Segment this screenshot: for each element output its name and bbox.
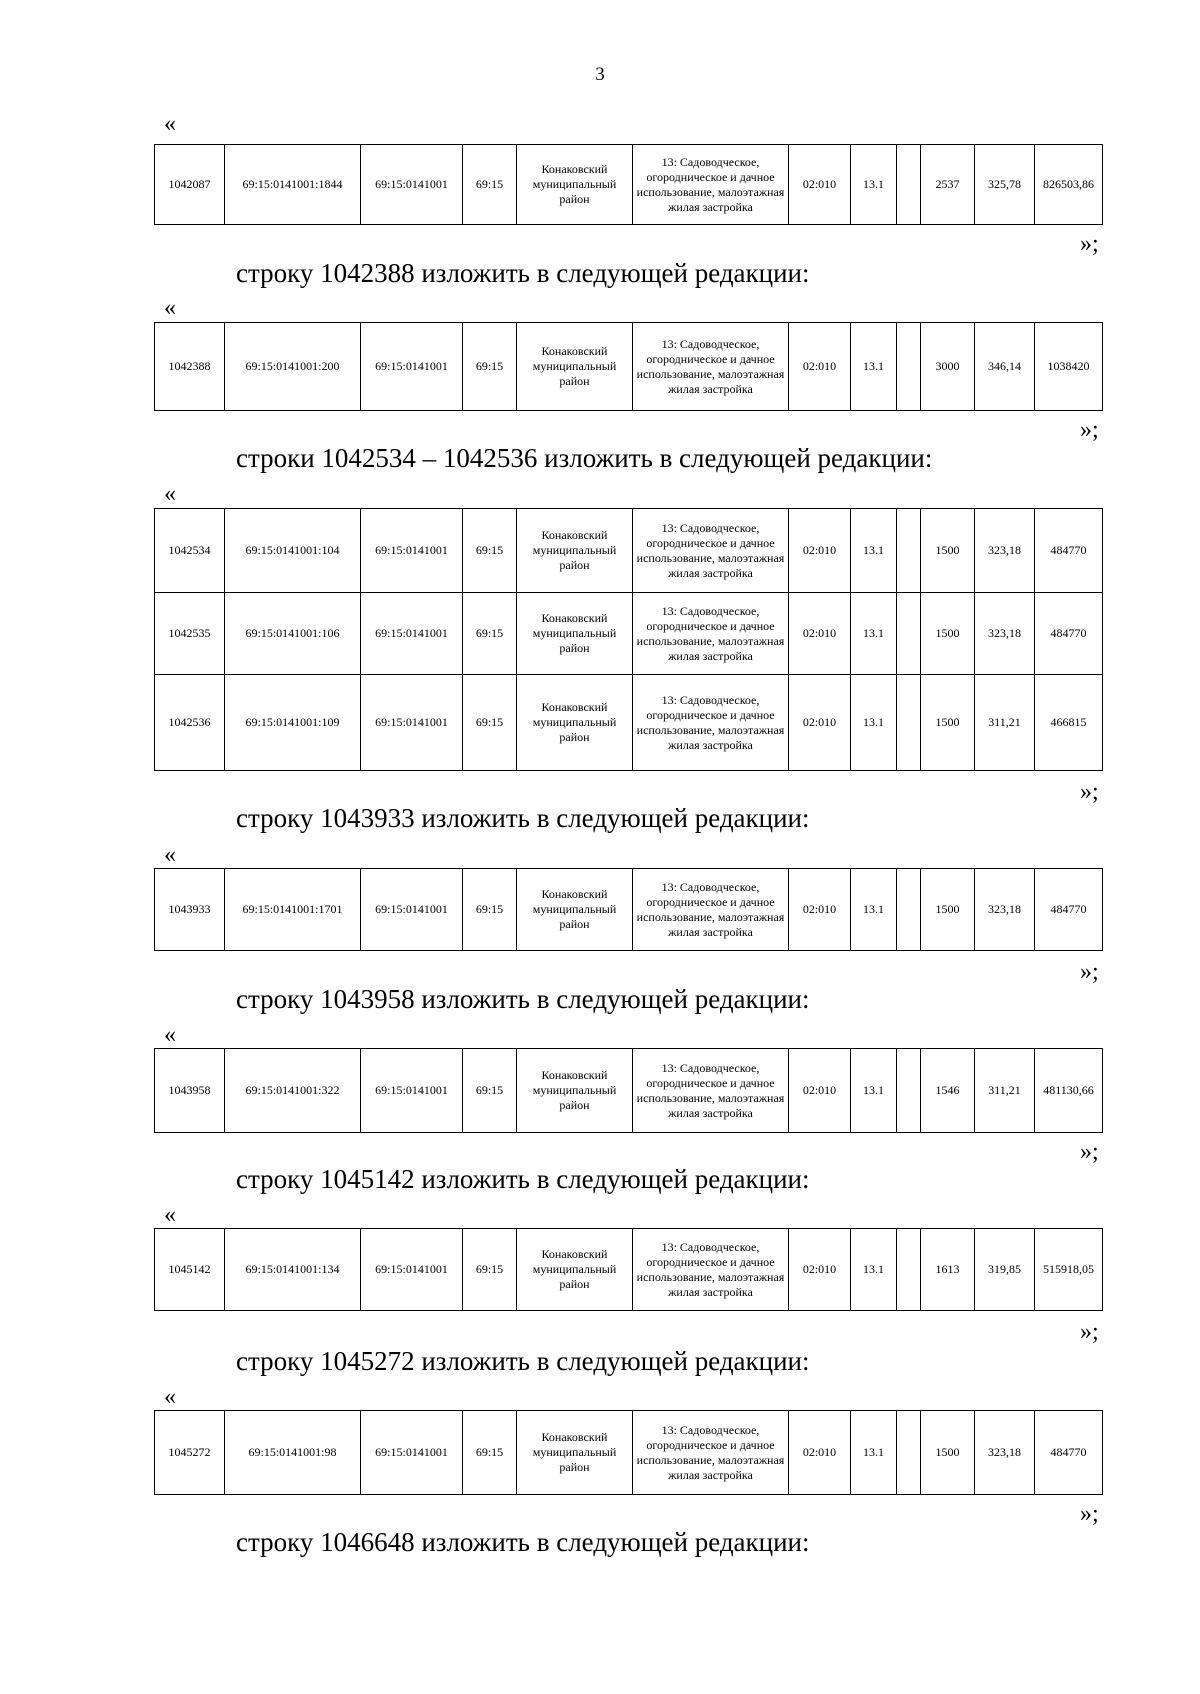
cadastral-number-cell: 69:15:0141001:106 — [225, 593, 361, 675]
land-use-group-cell: 13: Садоводческое, огородническое и дачное использование, малоэтажная жилая застройка — [633, 593, 789, 675]
section-caption: строку 1045142 изложить в следующей редакции: — [236, 1164, 810, 1194]
close-quote-mark: »; — [1080, 417, 1099, 443]
subcode-cell: 13.1 — [851, 869, 897, 951]
section-caption: строку 1042388 изложить в следующей редакции: — [236, 258, 810, 288]
register-table — [154, 1048, 1103, 1133]
specific-value-cell: 311,21 — [975, 1049, 1035, 1133]
cadastral-value-cell: 484770 — [1035, 1411, 1103, 1495]
area-cell: 2537 — [921, 145, 975, 225]
subcode-cell: 13.1 — [851, 675, 897, 771]
row-number-cell: 1042536 — [155, 675, 225, 771]
empty-cell-cell — [897, 509, 921, 593]
open-quote-mark: « — [164, 1022, 176, 1048]
cadastral-district-cell: 69:15 — [463, 509, 517, 593]
empty-cell-cell — [897, 145, 921, 225]
register-table — [154, 1228, 1103, 1311]
cadastral-quarter-cell: 69:15:0141001 — [361, 145, 463, 225]
close-quote-mark: »; — [1080, 1139, 1099, 1165]
row-number-cell: 1042388 — [155, 323, 225, 411]
specific-value-cell: 323,18 — [975, 509, 1035, 593]
empty-cell-cell — [897, 323, 921, 411]
open-quote-mark: « — [164, 481, 176, 507]
open-quote-mark: « — [164, 842, 176, 868]
specific-value-cell: 346,14 — [975, 323, 1035, 411]
register-table — [154, 144, 1103, 225]
cadastral-quarter-cell: 69:15:0141001 — [361, 869, 463, 951]
close-quote-mark: »; — [1080, 1319, 1099, 1345]
empty-cell-cell — [897, 675, 921, 771]
cadastral-quarter-cell: 69:15:0141001 — [361, 1049, 463, 1133]
register-table — [154, 868, 1103, 951]
cadastral-number-cell: 69:15:0141001:322 — [225, 1049, 361, 1133]
empty-cell-cell — [897, 1411, 921, 1495]
table-row — [155, 323, 1103, 411]
code-cell: 02:010 — [789, 675, 851, 771]
code-cell: 02:010 — [789, 869, 851, 951]
close-quote-mark: »; — [1080, 959, 1099, 985]
land-use-group-cell: 13: Садоводческое, огородническое и дачное использование, малоэтажная жилая застройка — [633, 323, 789, 411]
cadastral-district-cell: 69:15 — [463, 323, 517, 411]
area-cell: 1613 — [921, 1229, 975, 1311]
code-cell: 02:010 — [789, 323, 851, 411]
empty-cell-cell — [897, 1229, 921, 1311]
cadastral-value-cell: 484770 — [1035, 509, 1103, 593]
open-quote-mark: « — [164, 1202, 176, 1228]
cadastral-value-cell: 484770 — [1035, 593, 1103, 675]
specific-value-cell: 325,78 — [975, 145, 1035, 225]
code-cell: 02:010 — [789, 1049, 851, 1133]
table-row — [155, 509, 1103, 593]
cadastral-district-cell: 69:15 — [463, 1411, 517, 1495]
row-number-cell: 1045272 — [155, 1411, 225, 1495]
cadastral-district-cell: 69:15 — [463, 593, 517, 675]
area-cell: 1546 — [921, 1049, 975, 1133]
land-use-group-cell: 13: Садоводческое, огородническое и дачное использование, малоэтажная жилая застройка — [633, 675, 789, 771]
land-use-group-cell: 13: Садоводческое, огородническое и дачное использование, малоэтажная жилая застройка — [633, 869, 789, 951]
specific-value-cell: 323,18 — [975, 1411, 1035, 1495]
open-quote-mark: « — [164, 111, 176, 137]
cadastral-district-cell: 69:15 — [463, 1049, 517, 1133]
section-caption: строку 1043933 изложить в следующей редакции: — [236, 803, 810, 833]
specific-value-cell: 319,85 — [975, 1229, 1035, 1311]
municipality-cell: Конаковский муниципальный район — [517, 675, 633, 771]
row-number-cell: 1042087 — [155, 145, 225, 225]
municipality-cell: Конаковский муниципальный район — [517, 145, 633, 225]
cadastral-value-cell: 481130,66 — [1035, 1049, 1103, 1133]
land-use-group-cell: 13: Садоводческое, огородническое и дачное использование, малоэтажная жилая застройка — [633, 1229, 789, 1311]
municipality-cell: Конаковский муниципальный район — [517, 869, 633, 951]
table-row — [155, 1229, 1103, 1311]
area-cell: 3000 — [921, 323, 975, 411]
area-cell: 1500 — [921, 1411, 975, 1495]
land-use-group-cell: 13: Садоводческое, огородническое и дачное использование, малоэтажная жилая застройка — [633, 1411, 789, 1495]
subcode-cell: 13.1 — [851, 1049, 897, 1133]
area-cell: 1500 — [921, 675, 975, 771]
code-cell: 02:010 — [789, 145, 851, 225]
open-quote-mark: « — [164, 1384, 176, 1410]
cadastral-value-cell: 1038420 — [1035, 323, 1103, 411]
cadastral-quarter-cell: 69:15:0141001 — [361, 1229, 463, 1311]
cadastral-quarter-cell: 69:15:0141001 — [361, 675, 463, 771]
close-quote-mark: »; — [1080, 1501, 1099, 1527]
register-table — [154, 1410, 1103, 1495]
row-number-cell: 1042534 — [155, 509, 225, 593]
code-cell: 02:010 — [789, 1411, 851, 1495]
cadastral-number-cell: 69:15:0141001:104 — [225, 509, 361, 593]
empty-cell-cell — [897, 593, 921, 675]
land-use-group-cell: 13: Садоводческое, огородническое и дачное использование, малоэтажная жилая застройка — [633, 145, 789, 225]
page-number: 3 — [595, 64, 605, 85]
cadastral-value-cell: 515918,05 — [1035, 1229, 1103, 1311]
code-cell: 02:010 — [789, 1229, 851, 1311]
row-number-cell: 1043958 — [155, 1049, 225, 1133]
row-number-cell: 1043933 — [155, 869, 225, 951]
municipality-cell: Конаковский муниципальный район — [517, 323, 633, 411]
cadastral-quarter-cell: 69:15:0141001 — [361, 593, 463, 675]
cadastral-number-cell: 69:15:0141001:1701 — [225, 869, 361, 951]
cadastral-quarter-cell: 69:15:0141001 — [361, 509, 463, 593]
empty-cell-cell — [897, 1049, 921, 1133]
code-cell: 02:010 — [789, 593, 851, 675]
land-use-group-cell: 13: Садоводческое, огородническое и дачное использование, малоэтажная жилая застройка — [633, 1049, 789, 1133]
municipality-cell: Конаковский муниципальный район — [517, 1049, 633, 1133]
land-use-group-cell: 13: Садоводческое, огородническое и дачное использование, малоэтажная жилая застройка — [633, 509, 789, 593]
municipality-cell: Конаковский муниципальный район — [517, 1229, 633, 1311]
cadastral-district-cell: 69:15 — [463, 675, 517, 771]
register-table — [154, 322, 1103, 411]
specific-value-cell: 323,18 — [975, 869, 1035, 951]
cadastral-district-cell: 69:15 — [463, 1229, 517, 1311]
table-row — [155, 1049, 1103, 1133]
cadastral-quarter-cell: 69:15:0141001 — [361, 1411, 463, 1495]
municipality-cell: Конаковский муниципальный район — [517, 1411, 633, 1495]
cadastral-district-cell: 69:15 — [463, 869, 517, 951]
close-quote-mark: »; — [1080, 779, 1099, 805]
cadastral-quarter-cell: 69:15:0141001 — [361, 323, 463, 411]
code-cell: 02:010 — [789, 509, 851, 593]
area-cell: 1500 — [921, 869, 975, 951]
table-row — [155, 1411, 1103, 1495]
empty-cell-cell — [897, 869, 921, 951]
subcode-cell: 13.1 — [851, 593, 897, 675]
row-number-cell: 1045142 — [155, 1229, 225, 1311]
close-quote-mark: »; — [1080, 231, 1099, 257]
subcode-cell: 13.1 — [851, 1411, 897, 1495]
cadastral-value-cell: 826503,86 — [1035, 145, 1103, 225]
section-caption: строку 1045272 изложить в следующей редакции: — [236, 1346, 810, 1376]
municipality-cell: Конаковский муниципальный район — [517, 593, 633, 675]
section-caption: строки 1042534 – 1042536 изложить в следующей редакции: — [236, 443, 933, 473]
final-caption: строку 1046648 изложить в следующей редакции: — [236, 1527, 810, 1557]
subcode-cell: 13.1 — [851, 323, 897, 411]
cadastral-value-cell: 466815 — [1035, 675, 1103, 771]
area-cell: 1500 — [921, 593, 975, 675]
open-quote-mark: « — [164, 295, 176, 321]
table-row — [155, 675, 1103, 771]
cadastral-number-cell: 69:15:0141001:200 — [225, 323, 361, 411]
specific-value-cell: 323,18 — [975, 593, 1035, 675]
row-number-cell: 1042535 — [155, 593, 225, 675]
subcode-cell: 13.1 — [851, 145, 897, 225]
table-row — [155, 869, 1103, 951]
table-row — [155, 145, 1103, 225]
subcode-cell: 13.1 — [851, 509, 897, 593]
cadastral-number-cell: 69:15:0141001:98 — [225, 1411, 361, 1495]
cadastral-value-cell: 484770 — [1035, 869, 1103, 951]
section-caption: строку 1043958 изложить в следующей редакции: — [236, 984, 810, 1014]
cadastral-district-cell: 69:15 — [463, 145, 517, 225]
cadastral-number-cell: 69:15:0141001:1844 — [225, 145, 361, 225]
cadastral-number-cell: 69:15:0141001:134 — [225, 1229, 361, 1311]
specific-value-cell: 311,21 — [975, 675, 1035, 771]
register-table — [154, 508, 1103, 771]
table-row — [155, 593, 1103, 675]
cadastral-number-cell: 69:15:0141001:109 — [225, 675, 361, 771]
area-cell: 1500 — [921, 509, 975, 593]
municipality-cell: Конаковский муниципальный район — [517, 509, 633, 593]
subcode-cell: 13.1 — [851, 1229, 897, 1311]
